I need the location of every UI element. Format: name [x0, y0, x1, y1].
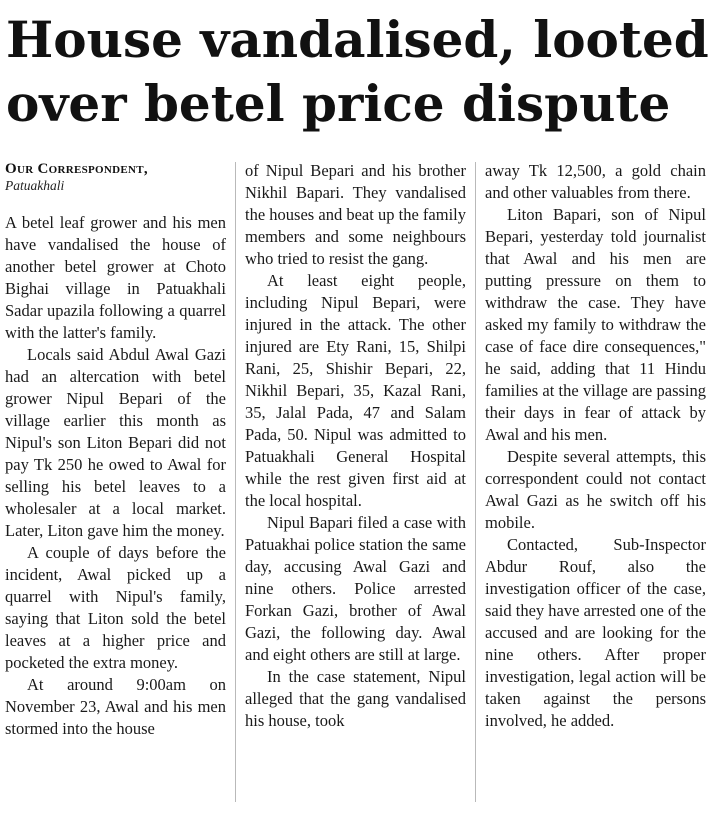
- paragraph: At around 9:00am on November 23, Awal and his men stormed into the house: [5, 675, 226, 738]
- paragraph: Liton Bapari, son of Nipul Bepari, yesterday told journalist that Awal and his men are putting pressure on them to withdraw the case. They have asked my family to withdraw the case of face dire consequences," he said, adding that 11 Hindu families at the village are passing their days in fear of attack by Awal and his men.: [485, 205, 706, 444]
- column-3: [485, 160, 706, 732]
- paragraph: Locals said Abdul Awal Gazi had an altercation with betel grower Nipul Bepari of the village earlier this month as Nipul's son Liton Bepari did not pay Tk 250 he owed to Awal for selling his betel leaves to a wholesaler at a local market. Later, Liton gave him the money.: [5, 345, 226, 540]
- paragraph: Despite several attempts, this correspondent could not contact Awal Gazi as he switch off his mobile.: [485, 447, 706, 532]
- column-divider: [235, 162, 236, 802]
- headline-line-2: over betel price dispute: [6, 74, 671, 133]
- paragraph: Contacted, Sub-Inspector Abdur Rouf, also the investigation officer of the case, said they have arrested one of the accused and are looking for the nine others. After proper investigation, legal action will be taken against the persons involved, he added.: [485, 535, 706, 730]
- paragraph: A couple of days before the incident, Awal picked up a quarrel with Nipul's family, saying that Liton sold the betel leaves at a higher price and pocketed the extra money.: [5, 543, 226, 672]
- column-1: [5, 160, 226, 740]
- headline-line-1: House vandalised, looted: [6, 10, 709, 69]
- paragraph: In the case statement, Nipul alleged that the gang vandalised his house, took: [245, 667, 466, 730]
- column-2: [245, 160, 466, 732]
- paragraph: At least eight people, including Nipul Bepari, were injured in the attack. The other injured are Ety Rani, 15, Shilpi Rani, 25, Shishir Bepari, 22, Nikhil Bepari, 35, Kazal Rani, 35, Jalal Pada, 47 and Salam Pada, 50. Nipul was admitted to Patuakhali General Hospital while the rest given first aid at the local hospital.: [245, 271, 466, 510]
- paragraph: of Nipul Bepari and his brother Nikhil Bapari. They vandalised the houses and beat up the family members and some neighbours who tried to resist the gang.: [245, 161, 466, 268]
- paragraph: A betel leaf grower and his men have vandalised the house of another betel grower at Choto Bighai village in Patuakhali Sadar upazila following a quarrel with the latter's family.: [5, 213, 226, 342]
- column-divider: [475, 162, 476, 802]
- paragraph: Nipul Bapari filed a case with Patuakhai police station the same day, accusing Awal Gazi and nine others. Police arrested Forkan Gazi, brother of Awal Gazi, the following day. Awal and eight others are still at large.: [245, 513, 466, 664]
- byline-author: Our Correspondent,: [5, 161, 148, 177]
- paragraph: away Tk 12,500, a gold chain and other valuables from there.: [485, 161, 706, 202]
- headline: [6, 8, 710, 136]
- byline-place: Patuakhali: [5, 178, 65, 193]
